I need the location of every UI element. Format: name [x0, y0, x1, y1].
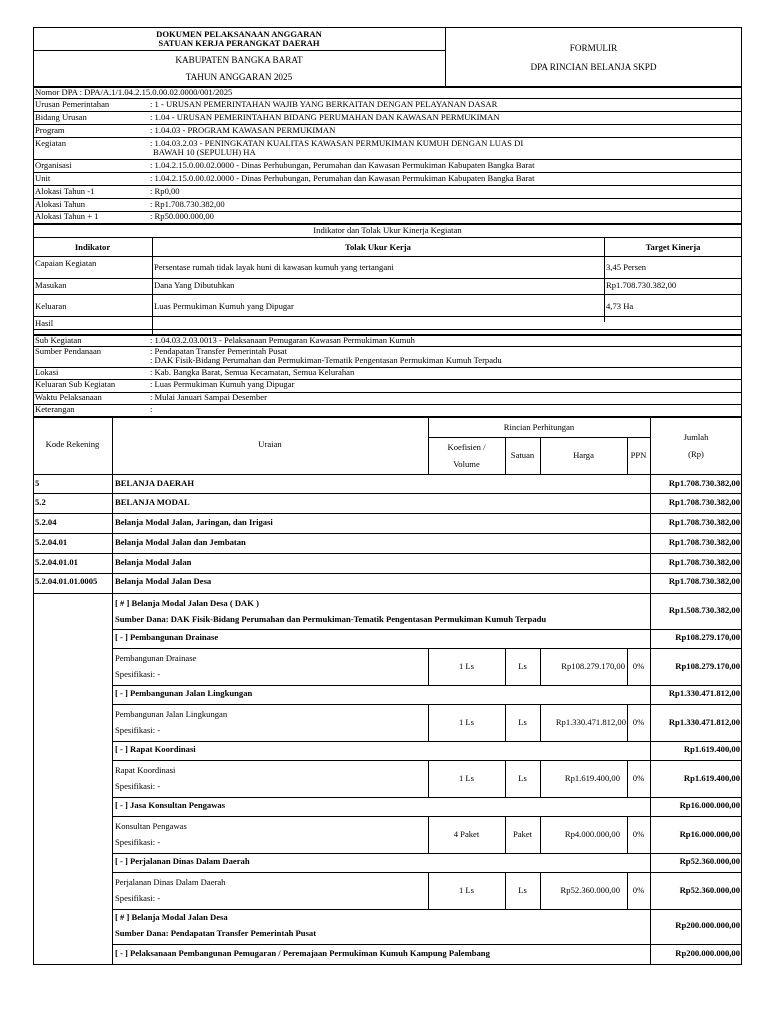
col-harga: Harga: [573, 450, 594, 460]
item-koef: 4 Paket: [453, 829, 480, 839]
group-sumber-dana: Sumber Dana: DAK Fisik-Bidang Perumahan dan Permukiman-Tematik Pengentasan Permukiman Kumuh Terpadu: [115, 614, 547, 624]
info-value: : 1 - URUSAN PEMERINTAHAN WAJIB YANG BERKAITAN DENGAN PELAYANAN DASAR: [150, 99, 498, 109]
item-satuan: Ls: [518, 773, 527, 783]
section-head: [ - ] Jasa Konsultan Pengawas: [115, 800, 226, 810]
account-uraian: BELANJA MODAL: [115, 497, 190, 507]
info-label: Alokasi Tahun: [35, 199, 86, 209]
item-name: Pembangunan Drainase: [115, 653, 197, 663]
indikator-target: Rp1.708.730.382,00: [606, 280, 677, 290]
kabupaten-label: KABUPATEN BANGKA BARAT: [175, 55, 303, 65]
account-uraian: Belanja Modal Jalan dan Jembatan: [115, 537, 246, 547]
indikator-name: Keluaran: [35, 301, 67, 311]
info-value: : 1.04.2.15.0.00.02.0000 - Dinas Perhubungan, Perumahan dan Kawasan Permukiman Kabupaten Bangka Barat: [150, 173, 535, 183]
item-koef: 1 Ls: [458, 773, 475, 783]
section-jumlah: Rp1.619.400,00: [683, 744, 740, 754]
info-label: Unit: [35, 173, 51, 183]
sub-label: Keterangan: [35, 404, 75, 414]
account-jumlah: Rp1.708.730.382,00: [668, 557, 740, 567]
sub-value: : 1.04.03.2.03.0013 - Pelaksanaan Pemugaran Kawasan Permukiman Kumuh: [150, 335, 415, 345]
col-ppn: PPN: [630, 450, 647, 460]
sub-value-cont: : DAK Fisik-Bidang Perumahan dan Permukiman-Tematik Pengentasan Permukiman Kumuh Terpadu: [150, 355, 502, 365]
item-harga: Rp4.000.000,00: [564, 829, 620, 839]
section-jumlah: Rp16.000.000,00: [679, 800, 740, 810]
item-spec: Spesifikasi: -: [115, 781, 161, 791]
info-value: : Rp50.000.000,00: [150, 211, 214, 221]
section-head: [ - ] Pelaksanaan Pembangunan Pemugaran / Peremajaan Permukiman Kumuh Kampung Palembang: [115, 948, 490, 958]
account-kode: 5.2: [35, 497, 46, 507]
account-jumlah: Rp1.708.730.382,00: [668, 576, 740, 586]
item-harga: Rp1.330.471.812,00: [555, 717, 626, 727]
account-uraian: Belanja Modal Jalan: [115, 557, 192, 567]
account-uraian: Belanja Modal Jalan Desa: [115, 576, 212, 586]
formulir-label: FORMULIR: [569, 43, 618, 53]
sub-label: Sumber Pendanaan: [35, 346, 102, 356]
account-kode: 5.2.04.01.01.0005: [35, 576, 98, 586]
item-satuan: Ls: [518, 885, 527, 895]
item-harga: Rp1.619.400,00: [564, 773, 620, 783]
section-head: [ - ] Pembangunan Drainase: [115, 632, 219, 642]
col-indikator: Indikator: [74, 242, 111, 252]
info-value: : 1.04.03.2.03 - PENINGKATAN KUALITAS KAWASAN PERMUKIMAN KUMUH DENGAN LUAS DI: [150, 138, 524, 148]
col-uraian: Uraian: [258, 439, 282, 449]
nomor-dpa: Nomor DPA : DPA/A.1/1.04.2.15.0.00.02.0000/001/2025: [35, 87, 233, 97]
sub-label: Sub Kegiatan: [35, 335, 82, 345]
account-uraian: BELANJA DAERAH: [115, 478, 195, 488]
doc-title-1: DOKUMEN PELAKSANAAN ANGGARAN: [156, 29, 322, 39]
item-harga: Rp108.279.170,00: [561, 661, 625, 671]
col-jumlah: Jumlah: [683, 432, 709, 442]
item-name: Pembangunan Jalan Lingkungan: [115, 709, 228, 719]
item-satuan: Ls: [518, 661, 527, 671]
section-jumlah: Rp1.330.471.812,00: [668, 688, 740, 698]
section-head: [ - ] Pembangunan Jalan Lingkungan: [115, 688, 253, 698]
info-value: : Rp1.708.730.382,00: [150, 199, 225, 209]
account-jumlah: Rp1.708.730.382,00: [668, 517, 740, 527]
col-kode-rekening: Kode Rekening: [45, 439, 100, 449]
account-kode: 5: [35, 478, 40, 488]
item-satuan: Ls: [518, 717, 527, 727]
col-volume: Volume: [453, 459, 480, 469]
account-kode: 5.2.04.01: [35, 537, 68, 547]
section-jumlah: Rp52.360.000,00: [679, 856, 740, 866]
group-sumber-dana: Sumber Dana: Pendapatan Transfer Pemerintah Pusat: [115, 928, 317, 938]
account-kode: 5.2.04.01.01: [35, 557, 78, 567]
col-satuan: Satuan: [510, 450, 535, 460]
sub-value: : Mulai Januari Sampai Desember: [150, 392, 267, 402]
sub-label: Lokasi: [35, 367, 59, 377]
sub-label: Waktu Pelaksanaan: [35, 392, 102, 402]
info-label: Urusan Pemerintahan: [35, 99, 110, 109]
indikator-target: 3,45 Persen: [606, 262, 647, 272]
item-spec: Spesifikasi: -: [115, 669, 161, 679]
item-koef: 1 Ls: [458, 661, 475, 671]
sub-value: : Luas Permukiman Kumuh yang Dipugar: [150, 379, 295, 389]
info-value: : Rp0,00: [150, 186, 180, 196]
account-jumlah: Rp1.708.730.382,00: [668, 478, 740, 488]
item-harga: Rp52.360.000,00: [560, 885, 620, 895]
info-value: : 1.04 - URUSAN PEMERINTAHAN BIDANG PERUMAHAN DAN KAWASAN PERMUKIMAN: [150, 112, 500, 122]
col-target: Target Kinerja: [645, 242, 701, 252]
item-jumlah: Rp108.279.170,00: [675, 661, 740, 671]
info-value: : 1.04.03 - PROGRAM KAWASAN PERMUKIMAN: [150, 125, 336, 135]
info-value: : 1.04.2.15.0.00.02.0000 - Dinas Perhubungan, Perumahan dan Kawasan Permukiman Kabupaten Bangka Barat: [150, 160, 535, 170]
indikator-name: Capaian Kegiatan: [35, 258, 97, 268]
group-title: [ # ] Belanja Modal Jalan Desa ( DAK ): [115, 598, 259, 608]
indikator-name: Hasil: [35, 318, 54, 328]
sub-value: : Pendapatan Transfer Pemerintah Pusat: [150, 346, 288, 356]
info-label: Program: [35, 125, 65, 135]
item-ppn: 0%: [632, 885, 645, 895]
doc-title-2: SATUAN KERJA PERANGKAT DAERAH: [158, 38, 320, 48]
item-koef: 1 Ls: [458, 885, 475, 895]
sub-label: Keluaran Sub Kegiatan: [35, 379, 116, 389]
item-jumlah: Rp1.619.400,00: [683, 773, 740, 783]
info-label: Organisasi: [35, 160, 72, 170]
group-jumlah: Rp1.508.730.382,00: [668, 605, 740, 615]
item-name: Konsultan Pengawas: [115, 821, 187, 831]
item-ppn: 0%: [632, 829, 645, 839]
indikator-title: Indikator dan Tolak Ukur Kinerja Kegiatan: [313, 225, 462, 235]
info-label: Alokasi Tahun + 1: [35, 211, 99, 221]
section-head: [ - ] Rapat Koordinasi: [115, 744, 196, 754]
col-rincian: Rincian Perhitungan: [503, 422, 575, 432]
section-jumlah: Rp200.000.000,00: [675, 948, 740, 958]
section-head: [ - ] Perjalanan Dinas Dalam Daerah: [115, 856, 250, 866]
indikator-target: 4,73 Ha: [606, 301, 634, 311]
group-jumlah: Rp200.000.000,00: [675, 920, 740, 930]
info-label: Bidang Urusan: [35, 112, 87, 122]
item-jumlah: Rp16.000.000,00: [679, 829, 740, 839]
item-name: Rapat Koordinasi: [115, 765, 176, 775]
item-spec: Spesifikasi: -: [115, 725, 161, 735]
sub-value: : Kab. Bangka Barat, Semua Kecamatan, Semua Kelurahan: [150, 367, 355, 377]
col-jumlah-unit: (Rp): [688, 449, 704, 459]
tahun-anggaran: TAHUN ANGGARAN 2025: [185, 72, 293, 82]
info-value-cont: BAWAH 10 (SEPULUH) HA: [153, 147, 256, 157]
account-jumlah: Rp1.708.730.382,00: [668, 497, 740, 507]
indikator-tolak: Dana Yang Dibutuhkan: [154, 280, 235, 290]
item-satuan: Paket: [512, 829, 533, 839]
group-title: [ # ] Belanja Modal Jalan Desa: [115, 912, 228, 922]
item-jumlah: Rp1.330.471.812,00: [668, 717, 740, 727]
item-ppn: 0%: [632, 773, 645, 783]
item-koef: 1 Ls: [458, 717, 475, 727]
item-ppn: 0%: [632, 717, 645, 727]
item-spec: Spesifikasi: -: [115, 893, 161, 903]
indikator-name: Masukan: [35, 280, 67, 290]
account-kode: 5.2.04: [35, 517, 57, 527]
item-name: Perjalanan Dinas Dalam Daerah: [115, 877, 226, 887]
sub-value: :: [150, 404, 153, 414]
account-jumlah: Rp1.708.730.382,00: [668, 537, 740, 547]
section-jumlah: Rp108.279.170,00: [675, 632, 740, 642]
info-label: Kegiatan: [35, 138, 67, 148]
item-ppn: 0%: [632, 661, 645, 671]
indikator-tolak: Luas Permukiman Kumuh yang Dipugar: [154, 301, 294, 311]
col-koefisien: Koefisien /: [447, 442, 486, 452]
formulir-name: DPA RINCIAN BELANJA SKPD: [530, 62, 657, 72]
item-jumlah: Rp52.360.000,00: [679, 885, 740, 895]
indikator-tolak: Persentase rumah tidak layak huni di kawasan kumuh yang tertangani: [154, 262, 394, 272]
account-uraian: Belanja Modal Jalan, Jaringan, dan Irigasi: [115, 517, 273, 527]
col-tolak: Tolak Ukur Kerja: [345, 242, 411, 252]
item-spec: Spesifikasi: -: [115, 837, 161, 847]
info-label: Alokasi Tahun -1: [35, 186, 95, 196]
